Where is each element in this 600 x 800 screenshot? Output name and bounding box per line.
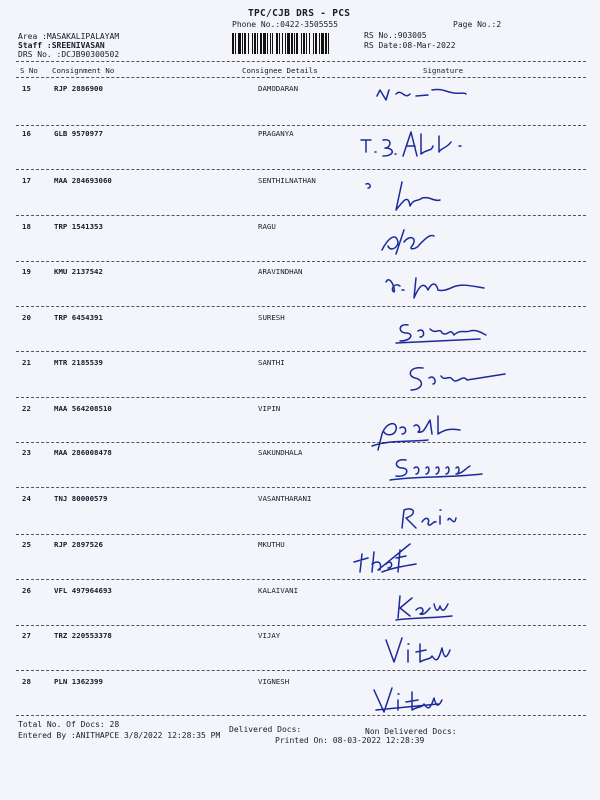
signature-mark — [368, 680, 448, 716]
row-sno: 23 — [22, 448, 31, 457]
drs-number: DRS No. :DCJB90300502 — [18, 50, 120, 59]
row-consignee: DAMODARAN — [258, 84, 299, 93]
row-consignee: MKUTHU — [258, 540, 285, 549]
row-sno: 21 — [22, 358, 31, 367]
row-consignment: PLN 1362399 — [54, 677, 103, 686]
row-consignee: SURESH — [258, 313, 285, 322]
row-divider — [16, 715, 586, 716]
row-sno: 28 — [22, 677, 31, 686]
row-consignment: MTR 2185539 — [54, 358, 103, 367]
row-sno: 24 — [22, 494, 31, 503]
signature-mark — [386, 452, 496, 488]
area-label: Area :MASAKALIPALAYAM — [18, 32, 120, 41]
column-header-consignee: Consignee Details — [242, 66, 318, 75]
printed-on: Printed On: 08-03-2022 12:28:39 — [275, 736, 425, 745]
signature-mark — [360, 176, 450, 216]
row-divider — [16, 169, 586, 170]
row-consignment: MAA 286008478 — [54, 448, 112, 457]
divider — [16, 61, 586, 62]
signature-mark — [392, 590, 472, 624]
row-consignee: VIGNESH — [258, 677, 290, 686]
column-header-sno: S No — [20, 66, 38, 75]
row-consignee: VIJAY — [258, 631, 281, 640]
signature-mark — [388, 315, 498, 351]
row-divider — [16, 125, 586, 126]
row-consignee: PRAGANYA — [258, 129, 294, 138]
row-consignment: RJP 2886900 — [54, 84, 103, 93]
phone-number: Phone No.:0422-3505555 — [232, 20, 338, 29]
row-divider — [16, 487, 586, 488]
row-sno: 19 — [22, 267, 31, 276]
row-consignment: TNJ 80000579 — [54, 494, 108, 503]
row-consignee: SAKUNDHALA — [258, 448, 303, 457]
row-sno: 27 — [22, 631, 31, 640]
row-consignee: RAGU — [258, 222, 276, 231]
row-sno: 22 — [22, 404, 31, 413]
document-title: TPC/CJB DRS - PCS — [248, 8, 351, 19]
signature-mark — [380, 632, 460, 668]
row-divider — [16, 306, 586, 307]
signature-mark — [396, 500, 466, 534]
row-consignment: TRP 6454391 — [54, 313, 103, 322]
row-consignee: VASANTHARANI — [258, 494, 312, 503]
row-sno: 26 — [22, 586, 31, 595]
non-delivered-docs: Non Delivered Docs: — [365, 727, 457, 736]
signature-mark — [372, 82, 472, 108]
row-sno: 20 — [22, 313, 31, 322]
row-sno: 15 — [22, 84, 31, 93]
row-consignment: TRP 1541353 — [54, 222, 103, 231]
signature-mark — [380, 268, 500, 304]
row-divider — [16, 261, 586, 262]
row-consignee: KALAIVANI — [258, 586, 299, 595]
delivered-docs: Delivered Docs: — [229, 725, 302, 734]
entered-by: Entered By :ANITHAPCE 3/8/2022 12:28:35 PM — [18, 731, 221, 740]
row-divider — [16, 442, 586, 443]
row-divider — [16, 351, 586, 352]
rs-date: RS Date:08-Mar-2022 — [364, 41, 456, 50]
column-header-consignment: Consignment No — [52, 66, 115, 75]
signature-mark — [355, 126, 495, 162]
row-consignee: ARAVINDHAN — [258, 267, 303, 276]
row-divider — [16, 534, 586, 535]
divider — [16, 77, 586, 78]
row-divider — [16, 579, 586, 580]
row-consignment: MAA 284693060 — [54, 176, 112, 185]
row-consignee: SANTHI — [258, 358, 285, 367]
row-consignment: TRZ 220553378 — [54, 631, 112, 640]
row-divider — [16, 397, 586, 398]
signature-mark — [368, 406, 478, 452]
row-divider — [16, 670, 586, 671]
staff-label: Staff :SREENIVASAN — [18, 41, 105, 50]
row-consignee: VIPIN — [258, 404, 281, 413]
column-header-signature: Signature — [423, 66, 464, 75]
signature-mark — [395, 360, 515, 396]
row-consignment: KMU 2137542 — [54, 267, 103, 276]
row-consignment: RJP 2897526 — [54, 540, 103, 549]
row-consignment: MAA 564208510 — [54, 404, 112, 413]
row-divider — [16, 215, 586, 216]
row-sno: 17 — [22, 176, 31, 185]
total-docs: Total No. Of Docs: 28 — [18, 720, 120, 729]
row-divider — [16, 625, 586, 626]
row-sno: 25 — [22, 540, 31, 549]
page-number: Page No.:2 — [453, 20, 502, 29]
row-consignment: VFL 497964693 — [54, 586, 112, 595]
rs-number: RS No.:903005 — [364, 31, 427, 40]
row-consignee: SENTHILNATHAN — [258, 176, 316, 185]
row-sno: 16 — [22, 129, 31, 138]
signature-mark — [368, 220, 448, 260]
barcode-image — [232, 33, 357, 54]
row-consignment: GLB 9570977 — [54, 129, 103, 138]
signature-mark — [348, 538, 428, 582]
row-sno: 18 — [22, 222, 31, 231]
